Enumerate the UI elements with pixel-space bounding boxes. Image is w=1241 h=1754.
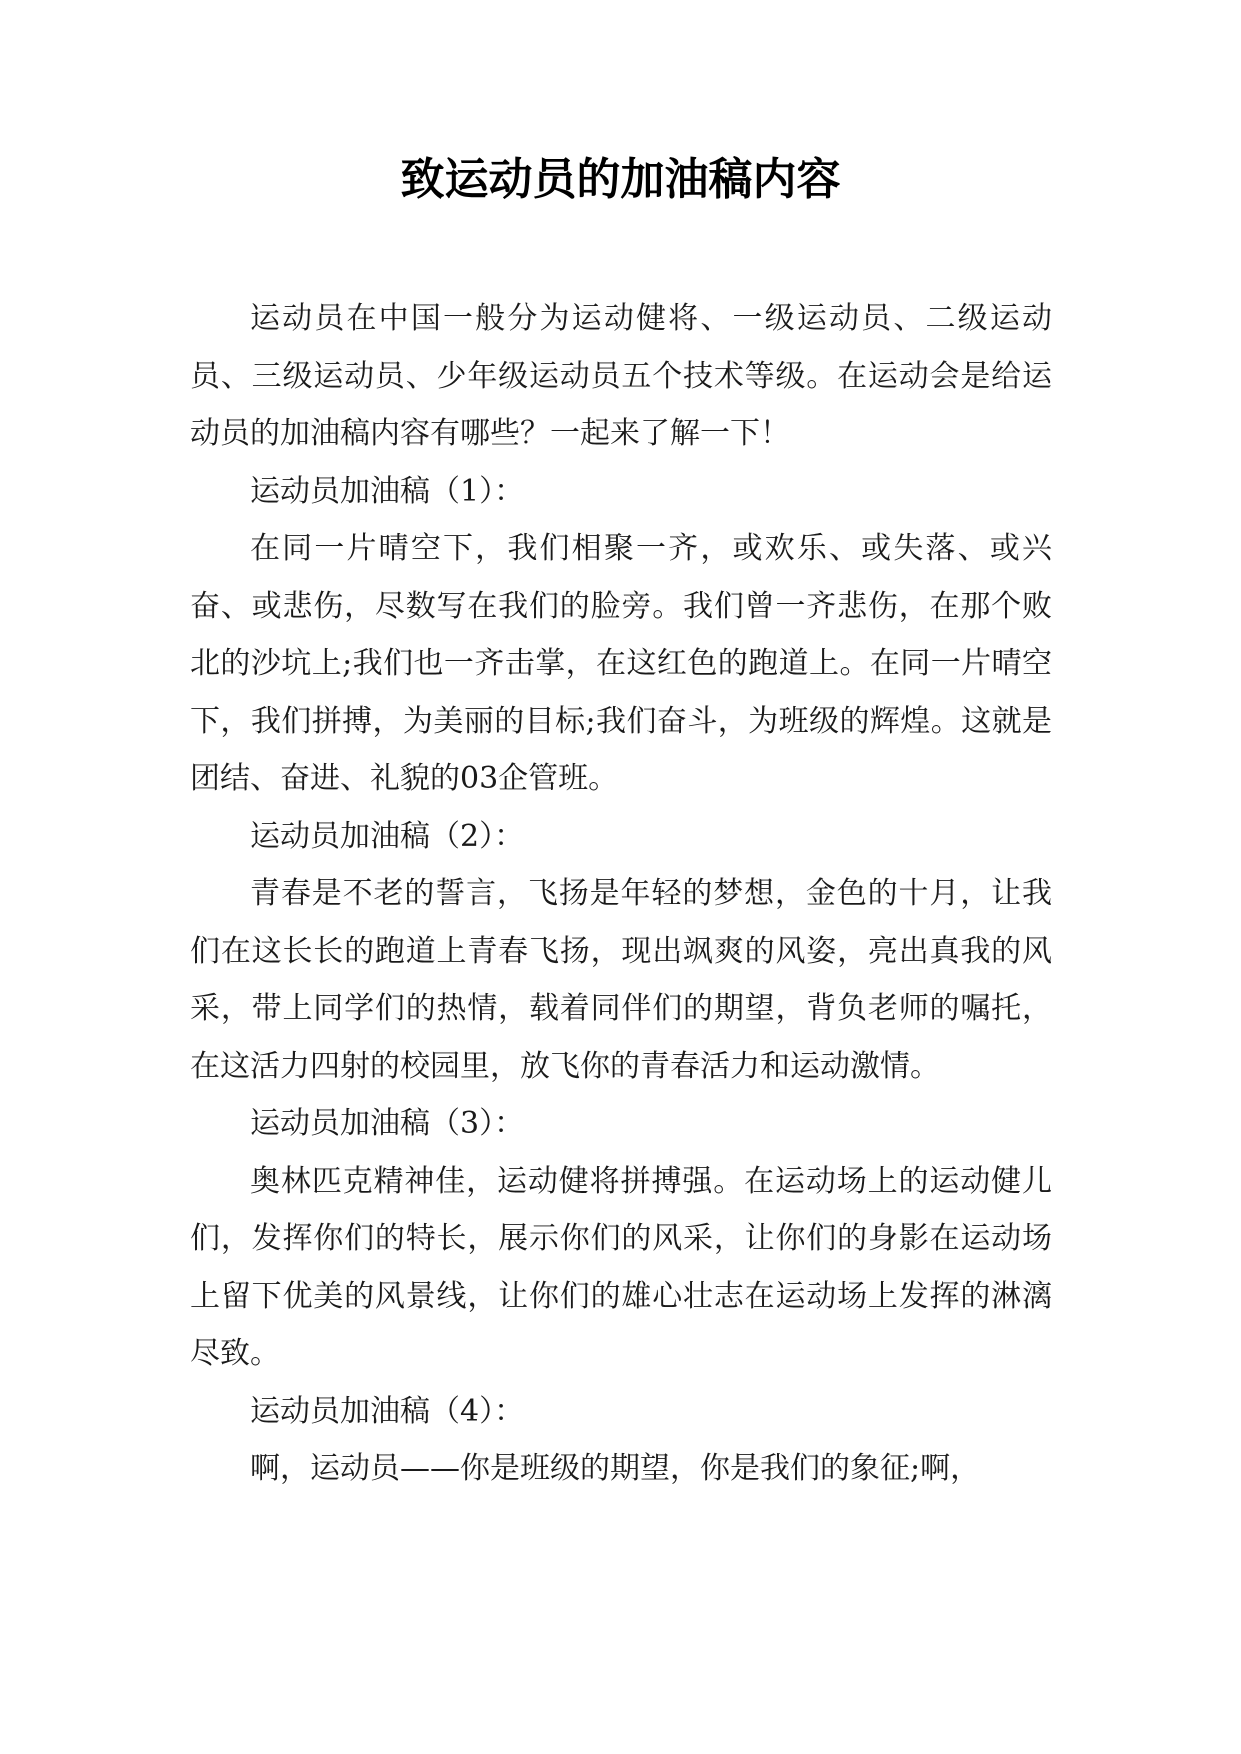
section-paragraph-3: 奥林匹克精神佳，运动健将拼搏强。在运动场上的运动健儿们，发挥你们的特长，展示你们的风采，让你们的身影在运动场上留下优美的风景线，让你们的雄心壮志在运动场上发挥的淋漓尽致。 [190,1163,1052,1371]
section-paragraph-4: 啊，运动员——你是班级的期望，你是我们的象征;啊， [250,1451,981,1486]
section-heading-2: 运动员加油稿（2）： [250,818,525,854]
section-heading-1: 运动员加油稿（1）： [250,473,525,509]
document-body [190,290,1052,1498]
section-heading-4: 运动员加油稿（4）： [250,1393,525,1429]
intro-paragraph: 运动员在中国一般分为运动健将、一级运动员、二级运动员、三级运动员、少年级运动员五个技术等级。在运动会是给运动员的加油稿内容有哪些？一起来了解一下！ [190,301,1052,451]
section-heading-3: 运动员加油稿（3）： [250,1106,525,1141]
section-paragraph-2: 青春是不老的誓言，飞扬是年轻的梦想，金色的十月，让我们在这长长的跑道上青春飞扬，现出飒爽的风姿，亮出真我的风采，带上同学们的热情，载着同伴们的期望，背负老师的嘱托，在这活力四射的校园里，放飞你的青春活力和运动激情。 [190,876,1052,1084]
section-paragraph-1: 在同一片晴空下，我们相聚一齐，或欢乐、或失落、或兴奋、或悲伤，尽数写在我们的脸旁。我们曾一齐悲伤，在那个败北的沙坑上;我们也一齐击掌，在这红色的跑道上。在同一片晴空下，我们拼搏，为美丽的目标;我们奋斗，为班级的辉煌。这就是团结、奋进、礼貌的03企管班。 [190,531,1052,796]
document-title: 致运动员的加油稿内容 [400,154,841,205]
